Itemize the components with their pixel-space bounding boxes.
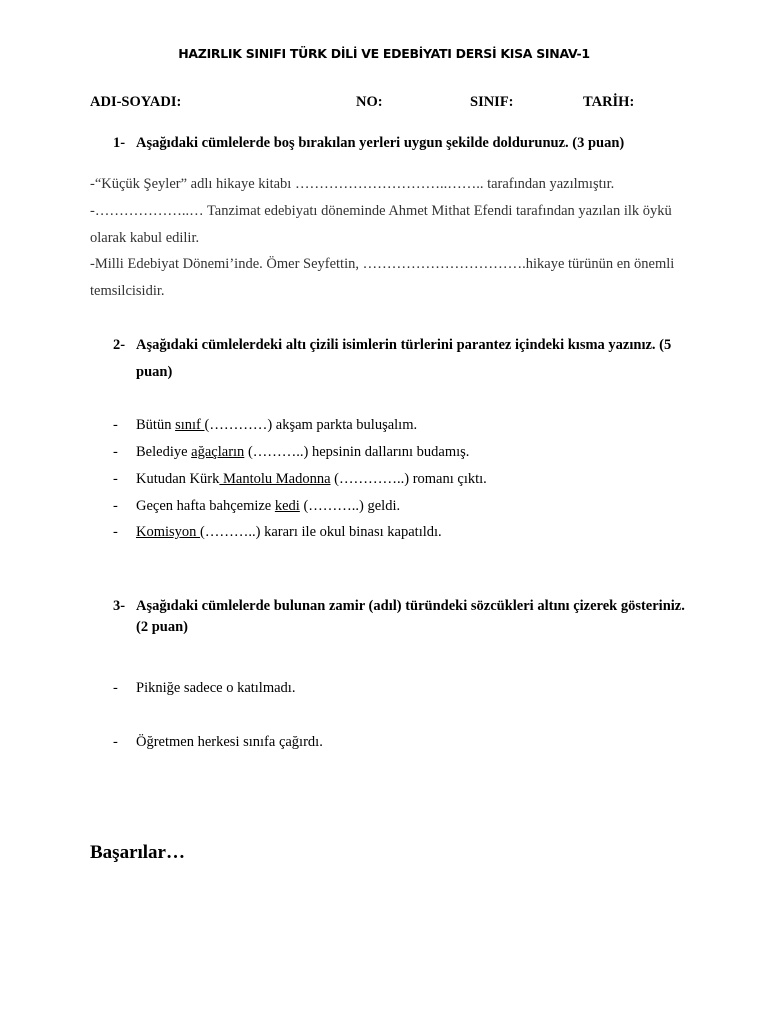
name-label: ADI-SOYADI: [90,94,182,110]
date-label: TARİH: [583,94,635,110]
q1-line-2: -………………..… Tanzimat edebiyatı döneminde Ahmet Mithat Efendi tarafından yazılan ilk öykü [90,203,672,219]
q1-line-5: temsilcisidir. [90,283,165,299]
exam-title: HAZIRLIK SINIFI TÜRK DİLİ VE EDEBİYATI DERSİ KISA SINAV-1 [178,46,590,61]
question-2-text-line-2: puan) [136,364,173,380]
q3-item-2: Öğretmen herkesi sınıfa çağırdı. [136,734,323,750]
list-dash: - [113,734,118,750]
q1-line-1: -“Küçük Şeyler” adlı hikaye kitabı …………………………..…….. tarafından yazılmıştır. [90,176,615,192]
q2-item-3: Kutudan Kürk Mantolu Madonna (…………..) romanı çıktı. [136,471,487,487]
list-dash: - [113,444,118,460]
question-3-number: 3- [113,598,126,614]
number-label: NO: [356,94,383,110]
list-dash: - [113,498,118,514]
question-2-text-line-1: Aşağıdaki cümlelerdeki altı çizili isimlerin türlerini parantez içindeki kısma yazınız. (5 [136,337,672,353]
list-dash: - [113,524,118,540]
list-dash: - [113,417,118,433]
q1-line-4: -Milli Edebiyat Dönemi’inde. Ömer Seyfettin, …………………………….hikaye türünün en önemli [90,256,675,272]
q3-item-1: Pikniğe sadece o katılmadı. [136,680,296,696]
closing-remark: Başarılar… [90,842,185,863]
q2-item-4: Geçen hafta bahçemize kedi (………..) geldi. [136,498,401,514]
q2-item-2: Belediye ağaçların (………..) hepsinin dallarını budamış. [136,444,470,460]
q2-item-1: Bütün sınıf (…………) akşam parkta buluşalım. [136,417,418,433]
question-1-number: 1- [113,135,126,151]
q2-item-5: Komisyon (………..) kararı ile okul binası kapatıldı. [136,524,442,540]
question-2-number: 2- [113,337,126,353]
class-label: SINIF: [470,94,514,110]
list-dash: - [113,680,118,696]
list-dash: - [113,471,118,487]
question-3-text-line-1: Aşağıdaki cümlelerde bulunan zamir (adıl) türündeki sözcükleri altını çizerek gösteriniz. [136,598,685,614]
question-1-text: Aşağıdaki cümlelerde boş bırakılan yerleri uygun şekilde doldurunuz. (3 puan) [136,135,625,151]
q1-line-3: olarak kabul edilir. [90,230,200,246]
question-3-text-line-2: (2 puan) [136,619,188,635]
